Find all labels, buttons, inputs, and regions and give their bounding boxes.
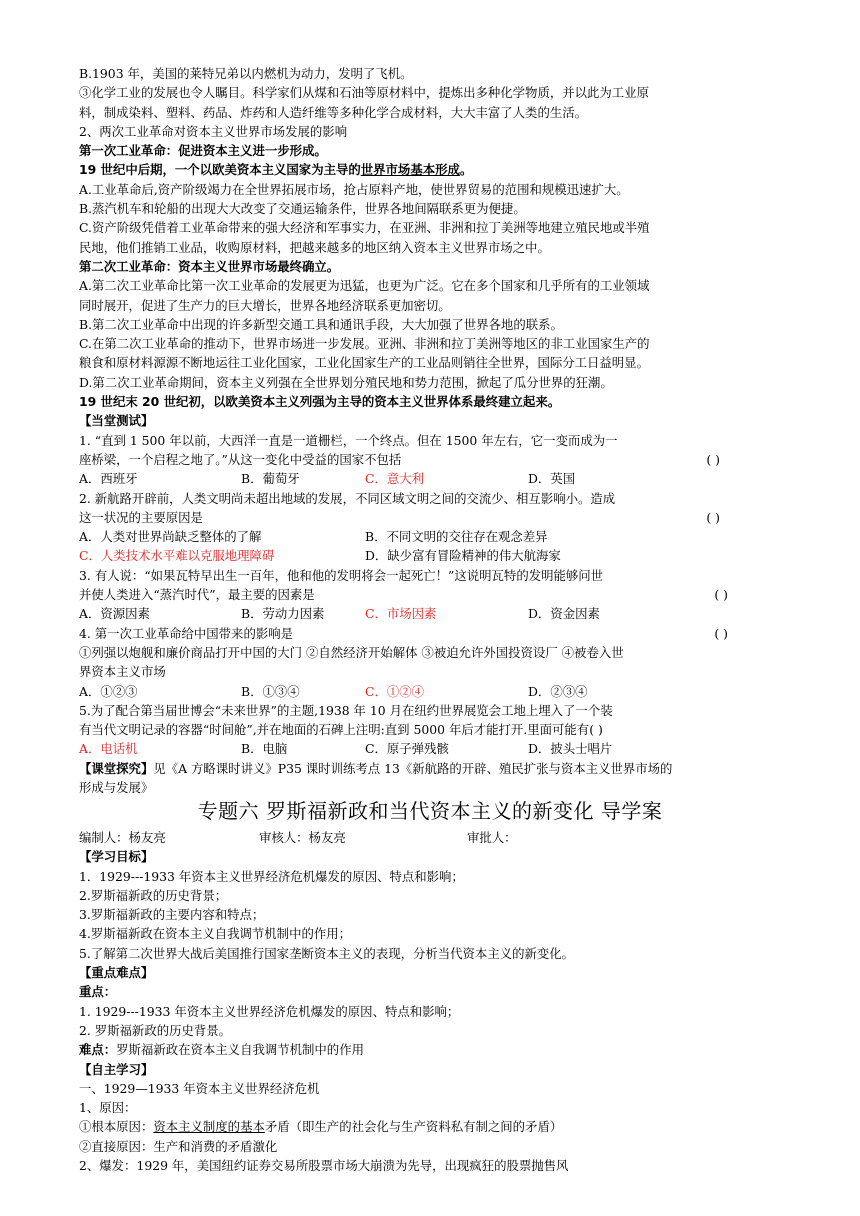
option-b: B．不同文明的交往存在观念差异 [365,529,548,545]
option-a: A．西班牙 [79,471,138,487]
option-c-answer: C．市场因素 [365,606,437,622]
option-d: D．缺少富有冒险精神的伟大航海家 [365,548,561,564]
goal-item: 5.了解第二次世界大战后美国推行国家垄断资本主义的表现，分析当代资本主义的新变化。 [79,945,575,961]
key-label: 重点： [79,984,117,1000]
self-study-heading: 【自主学习】 [79,1061,154,1077]
text-line: ①根本原因：资本主义制度的基本矛盾（即生产的社会化与生产资料私有制之间的矛盾） [79,1119,563,1135]
option-d: D．英国 [528,471,576,487]
text-line: ②直接原因：生产和消费的矛盾激化 [79,1138,278,1154]
question-5: 5.为了配合第当届世博会“未来世界”的主题,1938 年 10 月在纽约世界展览会工地上埋入了一个装 [79,702,613,718]
approver: 审批人： [467,830,517,845]
option-b: B．电脑 [241,741,288,757]
text-line: A.工业革命后,资产阶级竭力在全世界拓展市场，抢占原料产地，使世界贸易的范围和规模迅速扩大。 [79,181,629,197]
key-item: 2. 罗斯福新政的历史背景。 [79,1022,232,1038]
question-1-options [79,469,784,488]
text-line: 料，制成染料、塑料、药品、炸药和人造纤维等多种化学合成材料，大大丰富了人类的生活。 [79,104,588,120]
editor: 编制人：杨友亮 [79,830,166,845]
answer-bracket: ( ) [714,587,728,603]
goal-item: 3.罗斯福新政的主要内容和特点； [79,907,265,923]
goal-heading: 【学习目标】 [79,849,154,865]
goal-item: 2.罗斯福新政的历史背景； [79,887,228,903]
question-5-line2: 有当代文明记录的容器“时间舱”,并在地面的石碑上注明:直到 5000 年后才能打开.里面可能有( ) [79,722,603,738]
question-5-options [79,739,784,758]
section-heading: 19 世纪中后期，一个以欧美资本主义国家为主导的世界市场基本形成。 [79,162,473,178]
option-a: A．资源因素 [79,606,150,622]
option-c: C．原子弹残骸 [365,741,449,757]
section-heading: 第一次工业革命：促进资本主义进一步形成。 [79,143,327,159]
text-line: B.第二次工业革命中出现的许多新型交通工具和通讯手段，大大加强了世界各地的联系。 [79,316,563,332]
question-2: 2. 新航路开辟前，人类文明尚未超出地域的发展，不同区域文明之间的交流少、相互影响小。造成 [79,490,616,506]
text-line: 2、两次工业革命对资本主义世界市场发展的影响 [79,123,348,139]
goal-item: 4.罗斯福新政在资本主义自我调节机制中的作用； [79,926,352,942]
question-3-options [79,604,784,623]
answer-bracket: ( ) [706,451,720,467]
question-2-line2: 这一状况的主要原因是 ( ) [79,508,784,527]
answer-bracket: ( ) [714,625,728,641]
option-a-answer: A．电话机 [79,741,138,757]
question-4-options [79,682,784,701]
text-line: ③化学工业的发展也令人瞩目。科学家们从煤和石油等原材料中，提炼出多种化学物质，并以此为工业原 [79,85,649,101]
section-heading: 19 世纪末 20 世纪初，以欧美资本主义列强为主导的资本主义世界体系最终建立起来。 [79,394,561,410]
text-line: 1、原因： [79,1100,137,1116]
reviewer: 审核人：杨友亮 [259,830,346,845]
key-heading: 【重点难点】 [79,965,154,981]
difficulty-line: 难点：罗斯福新政在资本主义自我调节机制中的作用 [79,1042,364,1058]
question-2-options-row2 [79,546,784,565]
text-line: A.第二次工业革命比第一次工业革命的发展更为迅猛，也更为广泛。它在多个国家和几乎所有的工业领域 [79,278,650,294]
question-3: 3. 有人说：“如果瓦特早出生一百年，他和他的发明将会一起死亡！”这说明瓦特的发明能够问世 [79,567,604,583]
document-upper [79,64,784,797]
option-d: D．②③④ [528,683,588,699]
difficulty-label: 难点： [79,1042,117,1058]
text-line: 粮食和原材料源源不断地运往工业化国家，工业化国家生产的工业品则销往全世界，国际分工日益明显。 [79,355,649,371]
explore-line: 【课堂探究】见《A 方略课时讲义》P35 课时训练考点 13《新航路的开辟、殖民扩张与资本主义世界市场的 [79,760,673,776]
option-d: D．资金因素 [528,606,600,622]
text-line: 2、爆发：1929 年，美国纽约证券交易所股票市场大崩溃为先导，出现疯狂的股票抛售风 [79,1158,569,1174]
option-c-answer: C．意大利 [365,471,425,487]
text-line: C.资产阶级凭借着工业革命带来的强大经济和军事实力，在亚洲、非洲和拉丁美洲等地建立殖民地或半殖 [79,220,650,236]
question-1: 1. “直到 1 500 年以前，大西洋一直是一道栅栏，一个终点。但在 1500 年左右，它一变而成为一 [79,432,618,448]
option-c-answer: C．①②④ [365,683,425,699]
option-c-answer: C．人类技术水平难以克服地理障碍 [79,548,275,564]
text-line: C.在第二次工业革命的推动下，世界市场进一步发展。亚洲、非洲和拉丁美洲等地区的非工业国家生产的 [79,336,650,352]
explore-heading: 【课堂探究】 [79,760,154,776]
goal-item: 1．1929---1933 年资本主义世界经济危机爆发的原因、特点和影响； [79,868,464,884]
document-title: 专题六 罗斯福新政和当代资本主义的新变化 导学案 [197,799,663,823]
text-line: 民地，他们推销工业品，收购原材料，把越来越多的地区纳入资本主义世界市场之中。 [79,239,550,255]
option-a: A．①②③ [79,683,138,699]
text-line: 同时展开，促进了生产力的巨大增长，世界各地经济联系更加密切。 [79,297,451,313]
option-b: B．劳动力因素 [241,606,325,622]
option-b: B．①③④ [241,683,300,699]
option-b: B．葡萄牙 [241,471,300,487]
text-line: B.蒸汽机车和轮船的出现大大改变了交通运输条件，世界各地间隔联系更为便捷。 [79,201,526,217]
text-line: 一、1929—1933 年资本主义世界经济危机 [79,1080,320,1096]
explore-line2: 形成与发展》 [79,779,154,795]
credits-line [79,828,784,847]
question-4-items: 界资本主义市场 [79,664,166,680]
question-2-options-row1 [79,527,784,546]
option-d: D．披头士唱片 [528,741,613,757]
underlined-term: 资本主义制度的基本 [153,1119,265,1135]
question-1-line2: 座桥梁，一个启程之地了。”从这一变化中受益的国家不包括 ( ) [79,450,784,469]
text-line: B.1903 年，美国的莱特兄弟以内燃机为动力，发明了飞机。 [79,66,413,81]
section-heading: 第二次工业革命：资本主义世界市场最终确立。 [79,258,340,274]
key-item: 1. 1929---1933 年资本主义世界经济危机爆发的原因、特点和影响； [79,1003,460,1019]
text-line: D.第二次工业革命期间，资本主义列强在全世界划分殖民地和势力范围，掀起了瓜分世界的狂潮。 [79,374,613,390]
question-4-items: ①列强以炮舰和廉价商品打开中国的大门 ②自然经济开始解体 ③被迫允许外国投资设厂 ④被卷入世 [79,644,624,660]
question-4: 4. 第一次工业革命给中国带来的影响是 ( ) [79,624,784,643]
test-heading: 【当堂测试】 [79,413,154,429]
underlined-term: 世界市场基本形成 [360,162,460,178]
answer-bracket: ( ) [706,509,720,525]
option-a: A．人类对世界尚缺乏整体的了解 [79,529,262,545]
document-lower [79,828,784,1175]
question-3-line2: 并使人类进入“蒸汽时代”，最主要的因素是 ( ) [79,585,784,604]
